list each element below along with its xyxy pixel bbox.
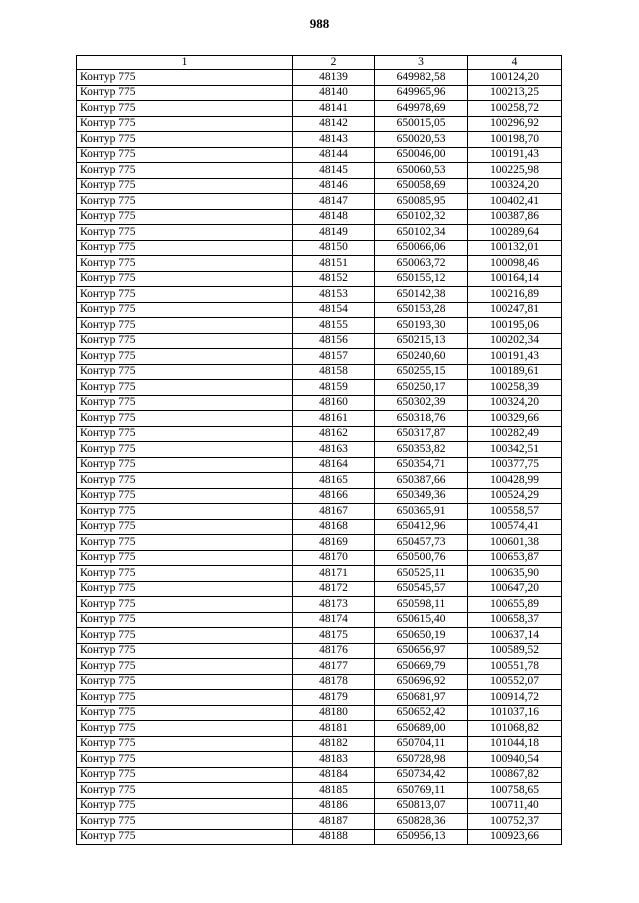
contour-name-cell: Контур 775 <box>77 240 293 256</box>
table-body <box>77 70 562 845</box>
contour-name-cell: Контур 775 <box>77 318 293 334</box>
point-number-cell: 48170 <box>293 550 375 566</box>
x-coordinate-cell: 650769,11 <box>375 783 468 799</box>
contour-name-cell: Контур 775 <box>77 411 293 427</box>
point-number-cell: 48149 <box>293 225 375 241</box>
y-coordinate-cell: 100247,81 <box>468 302 562 318</box>
table-row <box>77 395 562 411</box>
point-number-cell: 48182 <box>293 736 375 752</box>
table-row <box>77 256 562 272</box>
y-coordinate-cell: 100653,87 <box>468 550 562 566</box>
y-coordinate-cell: 100324,20 <box>468 178 562 194</box>
x-coordinate-cell: 649978,69 <box>375 101 468 117</box>
x-coordinate-cell: 650255,15 <box>375 364 468 380</box>
x-coordinate-cell: 650704,11 <box>375 736 468 752</box>
point-number-cell: 48183 <box>293 752 375 768</box>
x-coordinate-cell: 650353,82 <box>375 442 468 458</box>
contour-name-cell: Контур 775 <box>77 628 293 644</box>
x-coordinate-cell: 650063,72 <box>375 256 468 272</box>
point-number-cell: 48159 <box>293 380 375 396</box>
contour-name-cell: Контур 775 <box>77 798 293 814</box>
point-number-cell: 48148 <box>293 209 375 225</box>
table-row <box>77 333 562 349</box>
y-coordinate-cell: 100752,37 <box>468 814 562 830</box>
y-coordinate-cell: 101068,82 <box>468 721 562 737</box>
table-row <box>77 519 562 535</box>
x-coordinate-cell: 650085,95 <box>375 194 468 210</box>
point-number-cell: 48166 <box>293 488 375 504</box>
contour-name-cell: Контур 775 <box>77 721 293 737</box>
x-coordinate-cell: 650240,60 <box>375 349 468 365</box>
point-number-cell: 48141 <box>293 101 375 117</box>
x-coordinate-cell: 650956,13 <box>375 829 468 845</box>
point-number-cell: 48161 <box>293 411 375 427</box>
y-coordinate-cell: 100342,51 <box>468 442 562 458</box>
y-coordinate-cell: 100758,65 <box>468 783 562 799</box>
table-row <box>77 209 562 225</box>
y-coordinate-cell: 100940,54 <box>468 752 562 768</box>
contour-name-cell: Контур 775 <box>77 597 293 613</box>
y-coordinate-cell: 100296,92 <box>468 116 562 132</box>
contour-name-cell: Контур 775 <box>77 302 293 318</box>
y-coordinate-cell: 100658,37 <box>468 612 562 628</box>
table-row <box>77 783 562 799</box>
point-number-cell: 48139 <box>293 70 375 86</box>
table-row <box>77 550 562 566</box>
y-coordinate-cell: 100258,72 <box>468 101 562 117</box>
x-coordinate-cell: 650193,30 <box>375 318 468 334</box>
table-row <box>77 488 562 504</box>
contour-name-cell: Контур 775 <box>77 271 293 287</box>
contour-name-cell: Контур 775 <box>77 504 293 520</box>
contour-name-cell: Контур 775 <box>77 581 293 597</box>
y-coordinate-cell: 100867,82 <box>468 767 562 783</box>
y-coordinate-cell: 100329,66 <box>468 411 562 427</box>
y-coordinate-cell: 100428,99 <box>468 473 562 489</box>
x-coordinate-cell: 650365,91 <box>375 504 468 520</box>
y-coordinate-cell: 100258,39 <box>468 380 562 396</box>
x-coordinate-cell: 650317,87 <box>375 426 468 442</box>
y-coordinate-cell: 100282,49 <box>468 426 562 442</box>
x-coordinate-cell: 650102,32 <box>375 209 468 225</box>
point-number-cell: 48147 <box>293 194 375 210</box>
table-row <box>77 132 562 148</box>
contour-name-cell: Контур 775 <box>77 829 293 845</box>
table-row <box>77 225 562 241</box>
x-coordinate-cell: 650215,13 <box>375 333 468 349</box>
point-number-cell: 48150 <box>293 240 375 256</box>
x-coordinate-cell: 650689,00 <box>375 721 468 737</box>
table-row <box>77 85 562 101</box>
y-coordinate-cell: 100191,43 <box>468 349 562 365</box>
point-number-cell: 48145 <box>293 163 375 179</box>
point-number-cell: 48152 <box>293 271 375 287</box>
contour-name-cell: Контур 775 <box>77 814 293 830</box>
y-coordinate-cell: 100635,90 <box>468 566 562 582</box>
table-row <box>77 240 562 256</box>
y-coordinate-cell: 100202,34 <box>468 333 562 349</box>
table-row <box>77 116 562 132</box>
table-row <box>77 581 562 597</box>
page-number: 988 <box>309 16 330 31</box>
y-coordinate-cell: 100377,75 <box>468 457 562 473</box>
column-header-3: 3 <box>375 56 468 70</box>
coordinates-table <box>76 55 562 845</box>
x-coordinate-cell: 650828,36 <box>375 814 468 830</box>
contour-name-cell: Контур 775 <box>77 349 293 365</box>
y-coordinate-cell: 100914,72 <box>468 690 562 706</box>
y-coordinate-cell: 100655,89 <box>468 597 562 613</box>
y-coordinate-cell: 100711,40 <box>468 798 562 814</box>
y-coordinate-cell: 100601,38 <box>468 535 562 551</box>
y-coordinate-cell: 100132,01 <box>468 240 562 256</box>
y-coordinate-cell: 100402,41 <box>468 194 562 210</box>
table-row <box>77 178 562 194</box>
point-number-cell: 48157 <box>293 349 375 365</box>
table-row <box>77 70 562 86</box>
point-number-cell: 48165 <box>293 473 375 489</box>
table-row <box>77 566 562 582</box>
point-number-cell: 48174 <box>293 612 375 628</box>
y-coordinate-cell: 100198,70 <box>468 132 562 148</box>
point-number-cell: 48144 <box>293 147 375 163</box>
x-coordinate-cell: 650681,97 <box>375 690 468 706</box>
x-coordinate-cell: 650060,53 <box>375 163 468 179</box>
x-coordinate-cell: 650598,11 <box>375 597 468 613</box>
point-number-cell: 48169 <box>293 535 375 551</box>
contour-name-cell: Контур 775 <box>77 85 293 101</box>
point-number-cell: 48160 <box>293 395 375 411</box>
table-row <box>77 364 562 380</box>
contour-name-cell: Контур 775 <box>77 550 293 566</box>
table-row <box>77 194 562 210</box>
point-number-cell: 48176 <box>293 643 375 659</box>
point-number-cell: 48178 <box>293 674 375 690</box>
point-number-cell: 48158 <box>293 364 375 380</box>
contour-name-cell: Контур 775 <box>77 395 293 411</box>
x-coordinate-cell: 650728,98 <box>375 752 468 768</box>
table-row <box>77 628 562 644</box>
table-row <box>77 705 562 721</box>
y-coordinate-cell: 100589,52 <box>468 643 562 659</box>
x-coordinate-cell: 650615,40 <box>375 612 468 628</box>
x-coordinate-cell: 650354,71 <box>375 457 468 473</box>
table-row <box>77 426 562 442</box>
y-coordinate-cell: 100191,43 <box>468 147 562 163</box>
point-number-cell: 48172 <box>293 581 375 597</box>
table-row <box>77 318 562 334</box>
point-number-cell: 48184 <box>293 767 375 783</box>
y-coordinate-cell: 100324,20 <box>468 395 562 411</box>
x-coordinate-cell: 650813,07 <box>375 798 468 814</box>
point-number-cell: 48154 <box>293 302 375 318</box>
contour-name-cell: Контур 775 <box>77 333 293 349</box>
column-header-4: 4 <box>468 56 562 70</box>
x-coordinate-cell: 649982,58 <box>375 70 468 86</box>
contour-name-cell: Контур 775 <box>77 256 293 272</box>
contour-name-cell: Контур 775 <box>77 209 293 225</box>
point-number-cell: 48164 <box>293 457 375 473</box>
contour-name-cell: Контур 775 <box>77 566 293 582</box>
table-row <box>77 380 562 396</box>
point-number-cell: 48171 <box>293 566 375 582</box>
contour-name-cell: Контур 775 <box>77 147 293 163</box>
table-row <box>77 473 562 489</box>
x-coordinate-cell: 649965,96 <box>375 85 468 101</box>
contour-name-cell: Контур 775 <box>77 457 293 473</box>
point-number-cell: 48187 <box>293 814 375 830</box>
point-number-cell: 48173 <box>293 597 375 613</box>
contour-name-cell: Контур 775 <box>77 488 293 504</box>
y-coordinate-cell: 100124,20 <box>468 70 562 86</box>
y-coordinate-cell: 100574,41 <box>468 519 562 535</box>
point-number-cell: 48156 <box>293 333 375 349</box>
contour-name-cell: Контур 775 <box>77 442 293 458</box>
column-header-1: 1 <box>77 56 293 70</box>
x-coordinate-cell: 650020,53 <box>375 132 468 148</box>
x-coordinate-cell: 650652,42 <box>375 705 468 721</box>
x-coordinate-cell: 650669,79 <box>375 659 468 675</box>
x-coordinate-cell: 650387,66 <box>375 473 468 489</box>
contour-name-cell: Контур 775 <box>77 519 293 535</box>
table-row <box>77 690 562 706</box>
x-coordinate-cell: 650015,05 <box>375 116 468 132</box>
point-number-cell: 48181 <box>293 721 375 737</box>
contour-name-cell: Контур 775 <box>77 612 293 628</box>
point-number-cell: 48140 <box>293 85 375 101</box>
x-coordinate-cell: 650500,76 <box>375 550 468 566</box>
y-coordinate-cell: 100164,14 <box>468 271 562 287</box>
x-coordinate-cell: 650656,97 <box>375 643 468 659</box>
y-coordinate-cell: 100189,61 <box>468 364 562 380</box>
table-row <box>77 457 562 473</box>
x-coordinate-cell: 650142,38 <box>375 287 468 303</box>
table-row <box>77 767 562 783</box>
point-number-cell: 48163 <box>293 442 375 458</box>
y-coordinate-cell: 101037,16 <box>468 705 562 721</box>
table-row <box>77 302 562 318</box>
contour-name-cell: Контур 775 <box>77 643 293 659</box>
point-number-cell: 48153 <box>293 287 375 303</box>
table-row <box>77 349 562 365</box>
contour-name-cell: Контур 775 <box>77 752 293 768</box>
point-number-cell: 48155 <box>293 318 375 334</box>
table-row <box>77 798 562 814</box>
point-number-cell: 48175 <box>293 628 375 644</box>
contour-name-cell: Контур 775 <box>77 674 293 690</box>
x-coordinate-cell: 650696,92 <box>375 674 468 690</box>
y-coordinate-cell: 100098,46 <box>468 256 562 272</box>
y-coordinate-cell: 100647,20 <box>468 581 562 597</box>
point-number-cell: 48162 <box>293 426 375 442</box>
point-number-cell: 48146 <box>293 178 375 194</box>
contour-name-cell: Контур 775 <box>77 287 293 303</box>
x-coordinate-cell: 650457,73 <box>375 535 468 551</box>
x-coordinate-cell: 650250,17 <box>375 380 468 396</box>
contour-name-cell: Контур 775 <box>77 101 293 117</box>
x-coordinate-cell: 650066,06 <box>375 240 468 256</box>
point-number-cell: 48185 <box>293 783 375 799</box>
y-coordinate-cell: 100923,66 <box>468 829 562 845</box>
y-coordinate-cell: 101044,18 <box>468 736 562 752</box>
x-coordinate-cell: 650058,69 <box>375 178 468 194</box>
contour-name-cell: Контур 775 <box>77 783 293 799</box>
point-number-cell: 48188 <box>293 829 375 845</box>
point-number-cell: 48168 <box>293 519 375 535</box>
contour-name-cell: Контур 775 <box>77 116 293 132</box>
table-row <box>77 101 562 117</box>
x-coordinate-cell: 650046,00 <box>375 147 468 163</box>
x-coordinate-cell: 650318,76 <box>375 411 468 427</box>
x-coordinate-cell: 650412,96 <box>375 519 468 535</box>
y-coordinate-cell: 100387,86 <box>468 209 562 225</box>
contour-name-cell: Контур 775 <box>77 380 293 396</box>
x-coordinate-cell: 650302,39 <box>375 395 468 411</box>
y-coordinate-cell: 100552,07 <box>468 674 562 690</box>
contour-name-cell: Контур 775 <box>77 659 293 675</box>
table-row <box>77 597 562 613</box>
table-row <box>77 271 562 287</box>
contour-name-cell: Контур 775 <box>77 473 293 489</box>
table-row <box>77 674 562 690</box>
x-coordinate-cell: 650102,34 <box>375 225 468 241</box>
table-row <box>77 736 562 752</box>
point-number-cell: 48151 <box>293 256 375 272</box>
table-row <box>77 814 562 830</box>
x-coordinate-cell: 650650,19 <box>375 628 468 644</box>
x-coordinate-cell: 650349,36 <box>375 488 468 504</box>
y-coordinate-cell: 100225,98 <box>468 163 562 179</box>
table-row <box>77 163 562 179</box>
contour-name-cell: Контур 775 <box>77 767 293 783</box>
contour-name-cell: Контур 775 <box>77 163 293 179</box>
contour-name-cell: Контур 775 <box>77 132 293 148</box>
y-coordinate-cell: 100637,14 <box>468 628 562 644</box>
contour-name-cell: Контур 775 <box>77 70 293 86</box>
contour-name-cell: Контур 775 <box>77 178 293 194</box>
x-coordinate-cell: 650734,42 <box>375 767 468 783</box>
table-row <box>77 504 562 520</box>
x-coordinate-cell: 650155,12 <box>375 271 468 287</box>
contour-name-cell: Контур 775 <box>77 705 293 721</box>
point-number-cell: 48142 <box>293 116 375 132</box>
y-coordinate-cell: 100289,64 <box>468 225 562 241</box>
table-row <box>77 442 562 458</box>
table-header-row <box>77 56 562 70</box>
table-row <box>77 147 562 163</box>
table-row <box>77 411 562 427</box>
table-row <box>77 752 562 768</box>
contour-name-cell: Контур 775 <box>77 426 293 442</box>
y-coordinate-cell: 100195,06 <box>468 318 562 334</box>
y-coordinate-cell: 100213,25 <box>468 85 562 101</box>
contour-name-cell: Контур 775 <box>77 225 293 241</box>
table-row <box>77 829 562 845</box>
point-number-cell: 48177 <box>293 659 375 675</box>
point-number-cell: 48143 <box>293 132 375 148</box>
x-coordinate-cell: 650525,11 <box>375 566 468 582</box>
point-number-cell: 48167 <box>293 504 375 520</box>
point-number-cell: 48186 <box>293 798 375 814</box>
point-number-cell: 48179 <box>293 690 375 706</box>
y-coordinate-cell: 100558,57 <box>468 504 562 520</box>
contour-name-cell: Контур 775 <box>77 690 293 706</box>
table-row <box>77 612 562 628</box>
table-row <box>77 535 562 551</box>
contour-name-cell: Контур 775 <box>77 194 293 210</box>
y-coordinate-cell: 100524,29 <box>468 488 562 504</box>
table-row <box>77 287 562 303</box>
contour-name-cell: Контур 775 <box>77 736 293 752</box>
contour-name-cell: Контур 775 <box>77 535 293 551</box>
x-coordinate-cell: 650153,28 <box>375 302 468 318</box>
table-row <box>77 659 562 675</box>
column-header-2: 2 <box>293 56 375 70</box>
point-number-cell: 48180 <box>293 705 375 721</box>
x-coordinate-cell: 650545,57 <box>375 581 468 597</box>
y-coordinate-cell: 100216,89 <box>468 287 562 303</box>
table-row <box>77 721 562 737</box>
y-coordinate-cell: 100551,78 <box>468 659 562 675</box>
contour-name-cell: Контур 775 <box>77 364 293 380</box>
table-row <box>77 643 562 659</box>
